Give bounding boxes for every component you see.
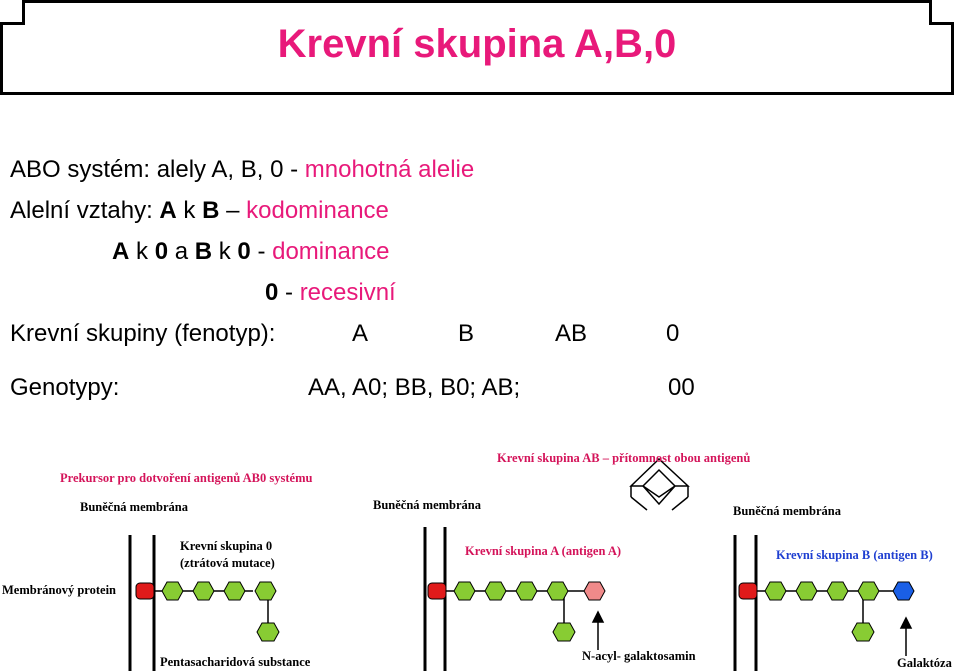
pentasaccharide-label: Pentasacharidová substance: [160, 655, 311, 669]
membrane-protein-a: [428, 583, 446, 599]
group-a-label: Krevní skupina A (antigen A): [465, 544, 622, 558]
hexagon: [858, 582, 879, 600]
allele-a: A: [112, 238, 130, 265]
phenotype-ab: AB: [555, 320, 588, 347]
hexagon: [485, 582, 506, 600]
group-0-label-line2: (ztrátová mutace): [180, 556, 275, 570]
hexagon: [852, 623, 874, 641]
allele-a: A: [159, 197, 177, 224]
hexagon: [255, 582, 276, 600]
dash: –: [219, 197, 247, 224]
allele-relations-label: Alelní vztahy:: [10, 197, 160, 224]
line-genotypes-label: Genotypy:: [10, 374, 120, 401]
text-a: a: [168, 238, 195, 265]
hexagon: [257, 623, 279, 641]
group-0-label-line1: Krevní skupina 0: [180, 539, 273, 553]
hexagon: [162, 582, 183, 600]
hexagon: [193, 582, 214, 600]
hexagon: [765, 582, 786, 600]
phenotype-a: A: [352, 320, 369, 347]
membrane-label-3: Buněčná membrána: [733, 504, 841, 518]
hexagon: [553, 623, 575, 641]
arrow-up-icon: [901, 618, 911, 628]
membrane-label-2: Buněčná membrána: [373, 498, 481, 512]
phenotype-b: B: [458, 320, 475, 347]
allele-0: 0: [154, 238, 169, 265]
abo-alleles-text: ABO systém: alely A, B, 0 -: [10, 156, 305, 183]
hexagon: [224, 582, 245, 600]
page-title: Krevní skupina A,B,0: [277, 22, 677, 66]
hexagon: [454, 582, 475, 600]
allele-b: B: [194, 238, 213, 265]
genotypes-list: AA, A0; BB, B0; AB;: [308, 374, 521, 401]
precursor-label: Prekursor pro dotvoření antigenů AB0 systému: [60, 471, 313, 485]
ab-presence-label: Krevní skupina AB – přítomnost obou antigenů: [497, 451, 751, 465]
line-phenotypes-label: Krevní skupiny (fenotyp):: [10, 320, 276, 347]
hexagon: [547, 582, 568, 600]
double-arrow-icon: [631, 459, 688, 510]
antigen-b-hexagon: [893, 582, 914, 600]
hexagon: [796, 582, 817, 600]
recessive-term: recesivní: [299, 279, 396, 306]
allele-b: B: [202, 197, 220, 224]
arrow-up-icon: [593, 612, 603, 622]
group-b-label: Krevní skupina B (antigen B): [776, 548, 933, 562]
dash: -: [250, 238, 273, 265]
text-k: k: [176, 197, 203, 224]
galactose-label: Galaktóza: [897, 656, 952, 670]
multiple-allele-term: mnohotná alelie: [304, 156, 475, 183]
antigen-a-hexagon: [584, 582, 605, 600]
nacyl-label: N-acyl- galaktosamin: [582, 649, 696, 663]
dominance-term: dominance: [272, 238, 390, 265]
membrane-protein-0: [136, 583, 154, 599]
allele-0: 0: [265, 279, 279, 306]
membrane-protein-b: [739, 583, 757, 599]
dash: -: [278, 279, 300, 306]
membrane-protein-label: Membránový protein: [2, 583, 116, 597]
text-k: k: [212, 238, 238, 265]
phenotype-0: 0: [666, 320, 680, 347]
genotype-00: 00: [668, 374, 695, 401]
membrane-label-1: Buněčná membrána: [80, 500, 188, 514]
codominance-term: kodominance: [246, 197, 389, 224]
hexagon: [827, 582, 848, 600]
allele-0: 0: [237, 238, 251, 265]
hexagon: [516, 582, 537, 600]
text-k: k: [129, 238, 155, 265]
